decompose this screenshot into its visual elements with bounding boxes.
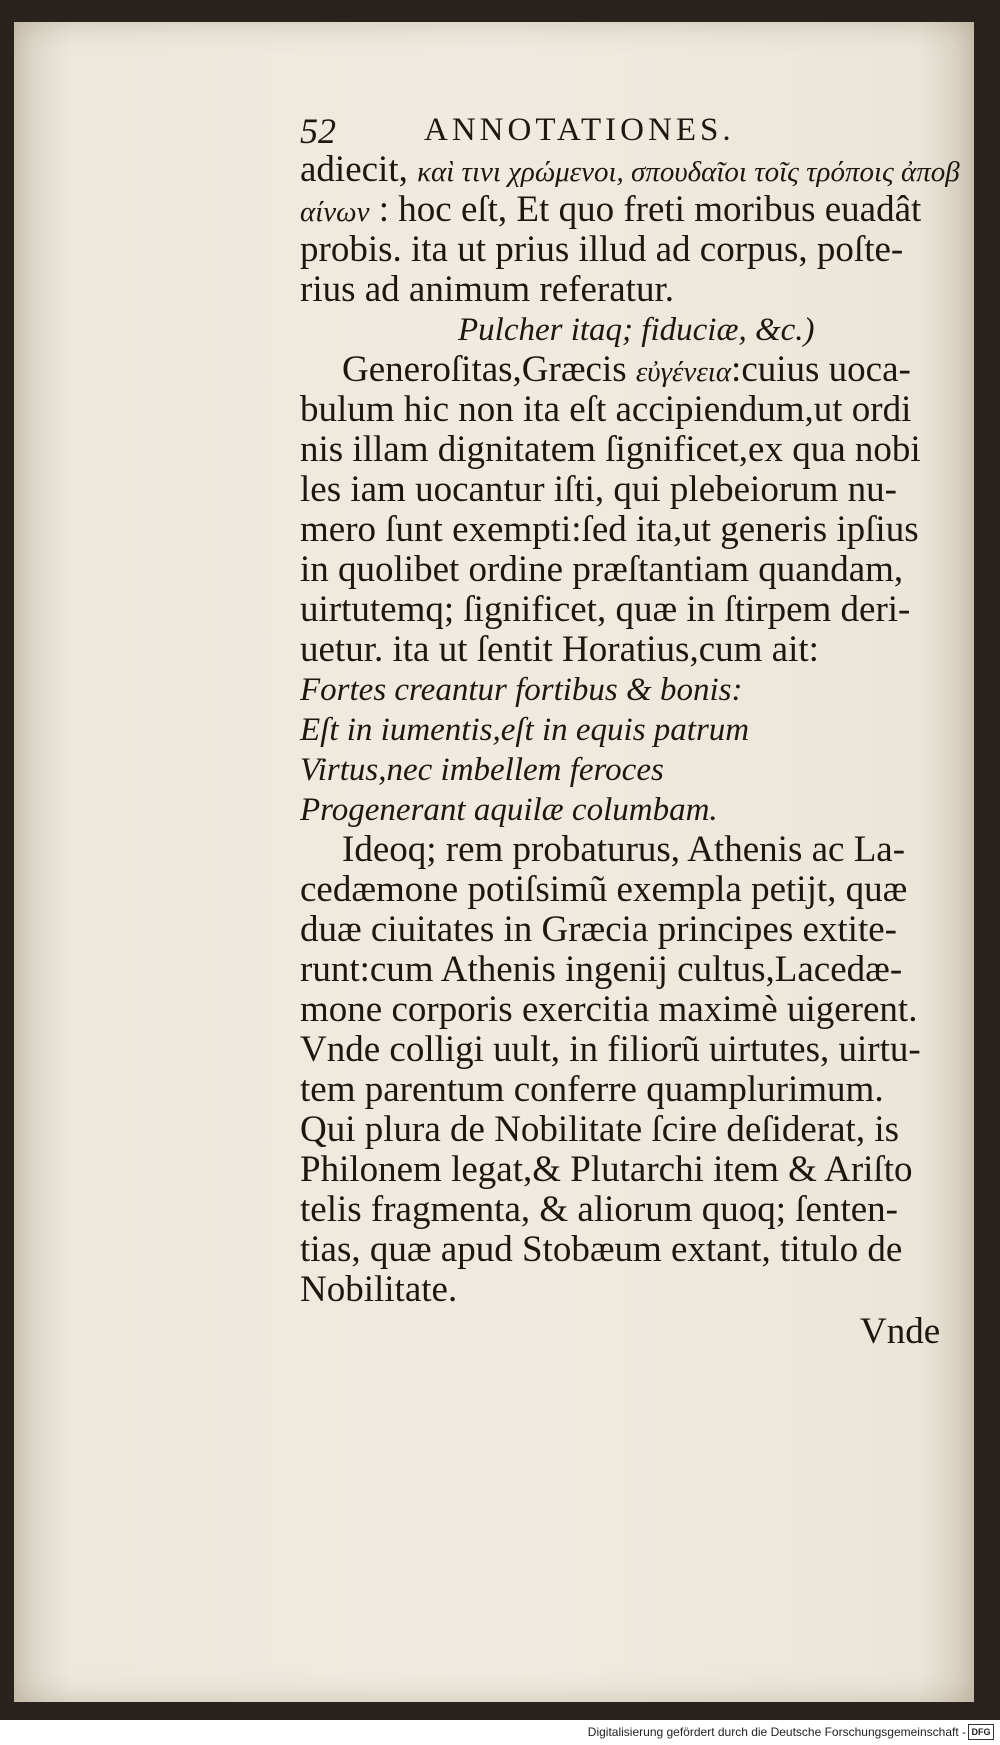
text-line bbox=[300, 830, 950, 870]
line-text: Pulcher itaq; fiduciæ, &c.) bbox=[458, 312, 815, 348]
greek-text: καὶ τινι χρώμενοι, σπουδαῖοι τοῖς τρόποις ἀποβ bbox=[417, 156, 960, 188]
text-line bbox=[300, 270, 950, 310]
text-line bbox=[300, 710, 950, 750]
line-text: Generoſitas,Græcis bbox=[342, 349, 636, 390]
line-text: in quolibet ordine præſtantiam quandam, bbox=[300, 549, 904, 590]
line-text: uetur. ita ut ſentit Horatius,cum ait: bbox=[300, 629, 819, 670]
line-text: rius ad animum referatur. bbox=[300, 269, 674, 310]
line-text: mone corporis exercitia maximè uigerent. bbox=[300, 989, 918, 1030]
running-head: ANNOTATIONES. bbox=[424, 112, 735, 148]
text-line bbox=[300, 590, 950, 630]
line-text: Ideoq; rem probaturus, Athenis ac La- bbox=[342, 829, 906, 870]
line-text: uirtutemq; ſignificet, quæ in ſtirpem deri- bbox=[300, 589, 911, 630]
page-body bbox=[300, 149, 960, 1310]
line-text: mero ſunt exempti:ſed ita,ut generis ipſius bbox=[300, 509, 919, 550]
catchword: Vnde bbox=[860, 1311, 941, 1352]
line-text: cedæmone potiſsimũ exempla petijt, quæ bbox=[300, 869, 908, 910]
line-text: Qui plura de Nobilitate ſcire deſiderat, is bbox=[300, 1109, 899, 1150]
text-line bbox=[300, 149, 960, 190]
text-line bbox=[300, 910, 950, 950]
page-number: 52 bbox=[300, 111, 336, 151]
line-text: tias, quæ apud Stobæum extant, titulo de bbox=[300, 1229, 903, 1270]
text-line bbox=[300, 1230, 950, 1270]
text-line bbox=[300, 1030, 950, 1070]
text-line bbox=[300, 1070, 950, 1110]
text-line bbox=[300, 350, 950, 390]
text-line bbox=[300, 430, 950, 470]
line-text-rest: : hoc eſt, Et quo freti moribus euadât bbox=[369, 189, 922, 230]
text-line bbox=[300, 1150, 950, 1190]
line-text: probis. ita ut prius illud ad corpus, poſte- bbox=[300, 229, 904, 270]
text-line bbox=[300, 630, 950, 670]
line-text: adiecit, bbox=[300, 149, 418, 190]
line-text: duæ ciuitates in Græcia principes extite- bbox=[300, 909, 897, 950]
line-text: Progenerant aquilæ columbam. bbox=[300, 792, 718, 828]
line-text: runt:cum Athenis ingenij cultus,Lacedæ- bbox=[300, 949, 903, 990]
line-text-rest: :cuius uoca- bbox=[731, 349, 911, 390]
text-line bbox=[300, 1190, 950, 1230]
greek-text: εὐγένεια bbox=[635, 356, 732, 388]
line-text: Virtus,nec imbellem feroces bbox=[300, 752, 664, 788]
text-line bbox=[300, 1270, 950, 1310]
line-text: les iam uocantur iſti, qui plebeiorum nu- bbox=[300, 469, 898, 510]
text-line bbox=[300, 230, 950, 270]
text-line bbox=[300, 750, 950, 790]
line-text: Vnde colligi uult, in filiorũ uirtutes, uirtu- bbox=[300, 1029, 921, 1070]
line-text: Fortes creantur fortibus & bonis: bbox=[300, 672, 743, 708]
line-text: telis fragmenta, & aliorum quoq; ſenten- bbox=[300, 1189, 898, 1230]
line-text: Nobilitate. bbox=[300, 1269, 458, 1310]
line-text: Philonem legat,& Plutarchi item & Ariſto bbox=[300, 1149, 913, 1190]
text-line bbox=[300, 510, 950, 550]
footer-credit: Digitalisierung gefördert durch die Deutsche Forschungsgemeinschaft - bbox=[587, 1725, 966, 1739]
text-line bbox=[300, 1110, 950, 1150]
text-line bbox=[300, 390, 950, 430]
line-text: bulum hic non ita eſt accipiendum,ut ordi bbox=[300, 389, 912, 430]
digitization-footer bbox=[0, 1720, 1000, 1745]
text-line bbox=[300, 670, 950, 710]
dfg-logo: DFG bbox=[968, 1724, 994, 1740]
text-line bbox=[300, 470, 950, 510]
greek-text: αίνων bbox=[300, 196, 370, 228]
text-line bbox=[300, 950, 950, 990]
text-line bbox=[300, 870, 950, 910]
line-text: Eſt in iumentis,eſt in equis patrum bbox=[300, 712, 750, 748]
text-line bbox=[300, 790, 950, 830]
text-line bbox=[300, 990, 950, 1030]
text-line bbox=[300, 190, 950, 230]
line-text: tem parentum conferre quamplurimum. bbox=[300, 1069, 884, 1110]
text-line bbox=[300, 550, 950, 590]
line-text: nis illam dignitatem ſignificet,ex qua nobi bbox=[300, 429, 921, 470]
text-line bbox=[300, 310, 950, 350]
